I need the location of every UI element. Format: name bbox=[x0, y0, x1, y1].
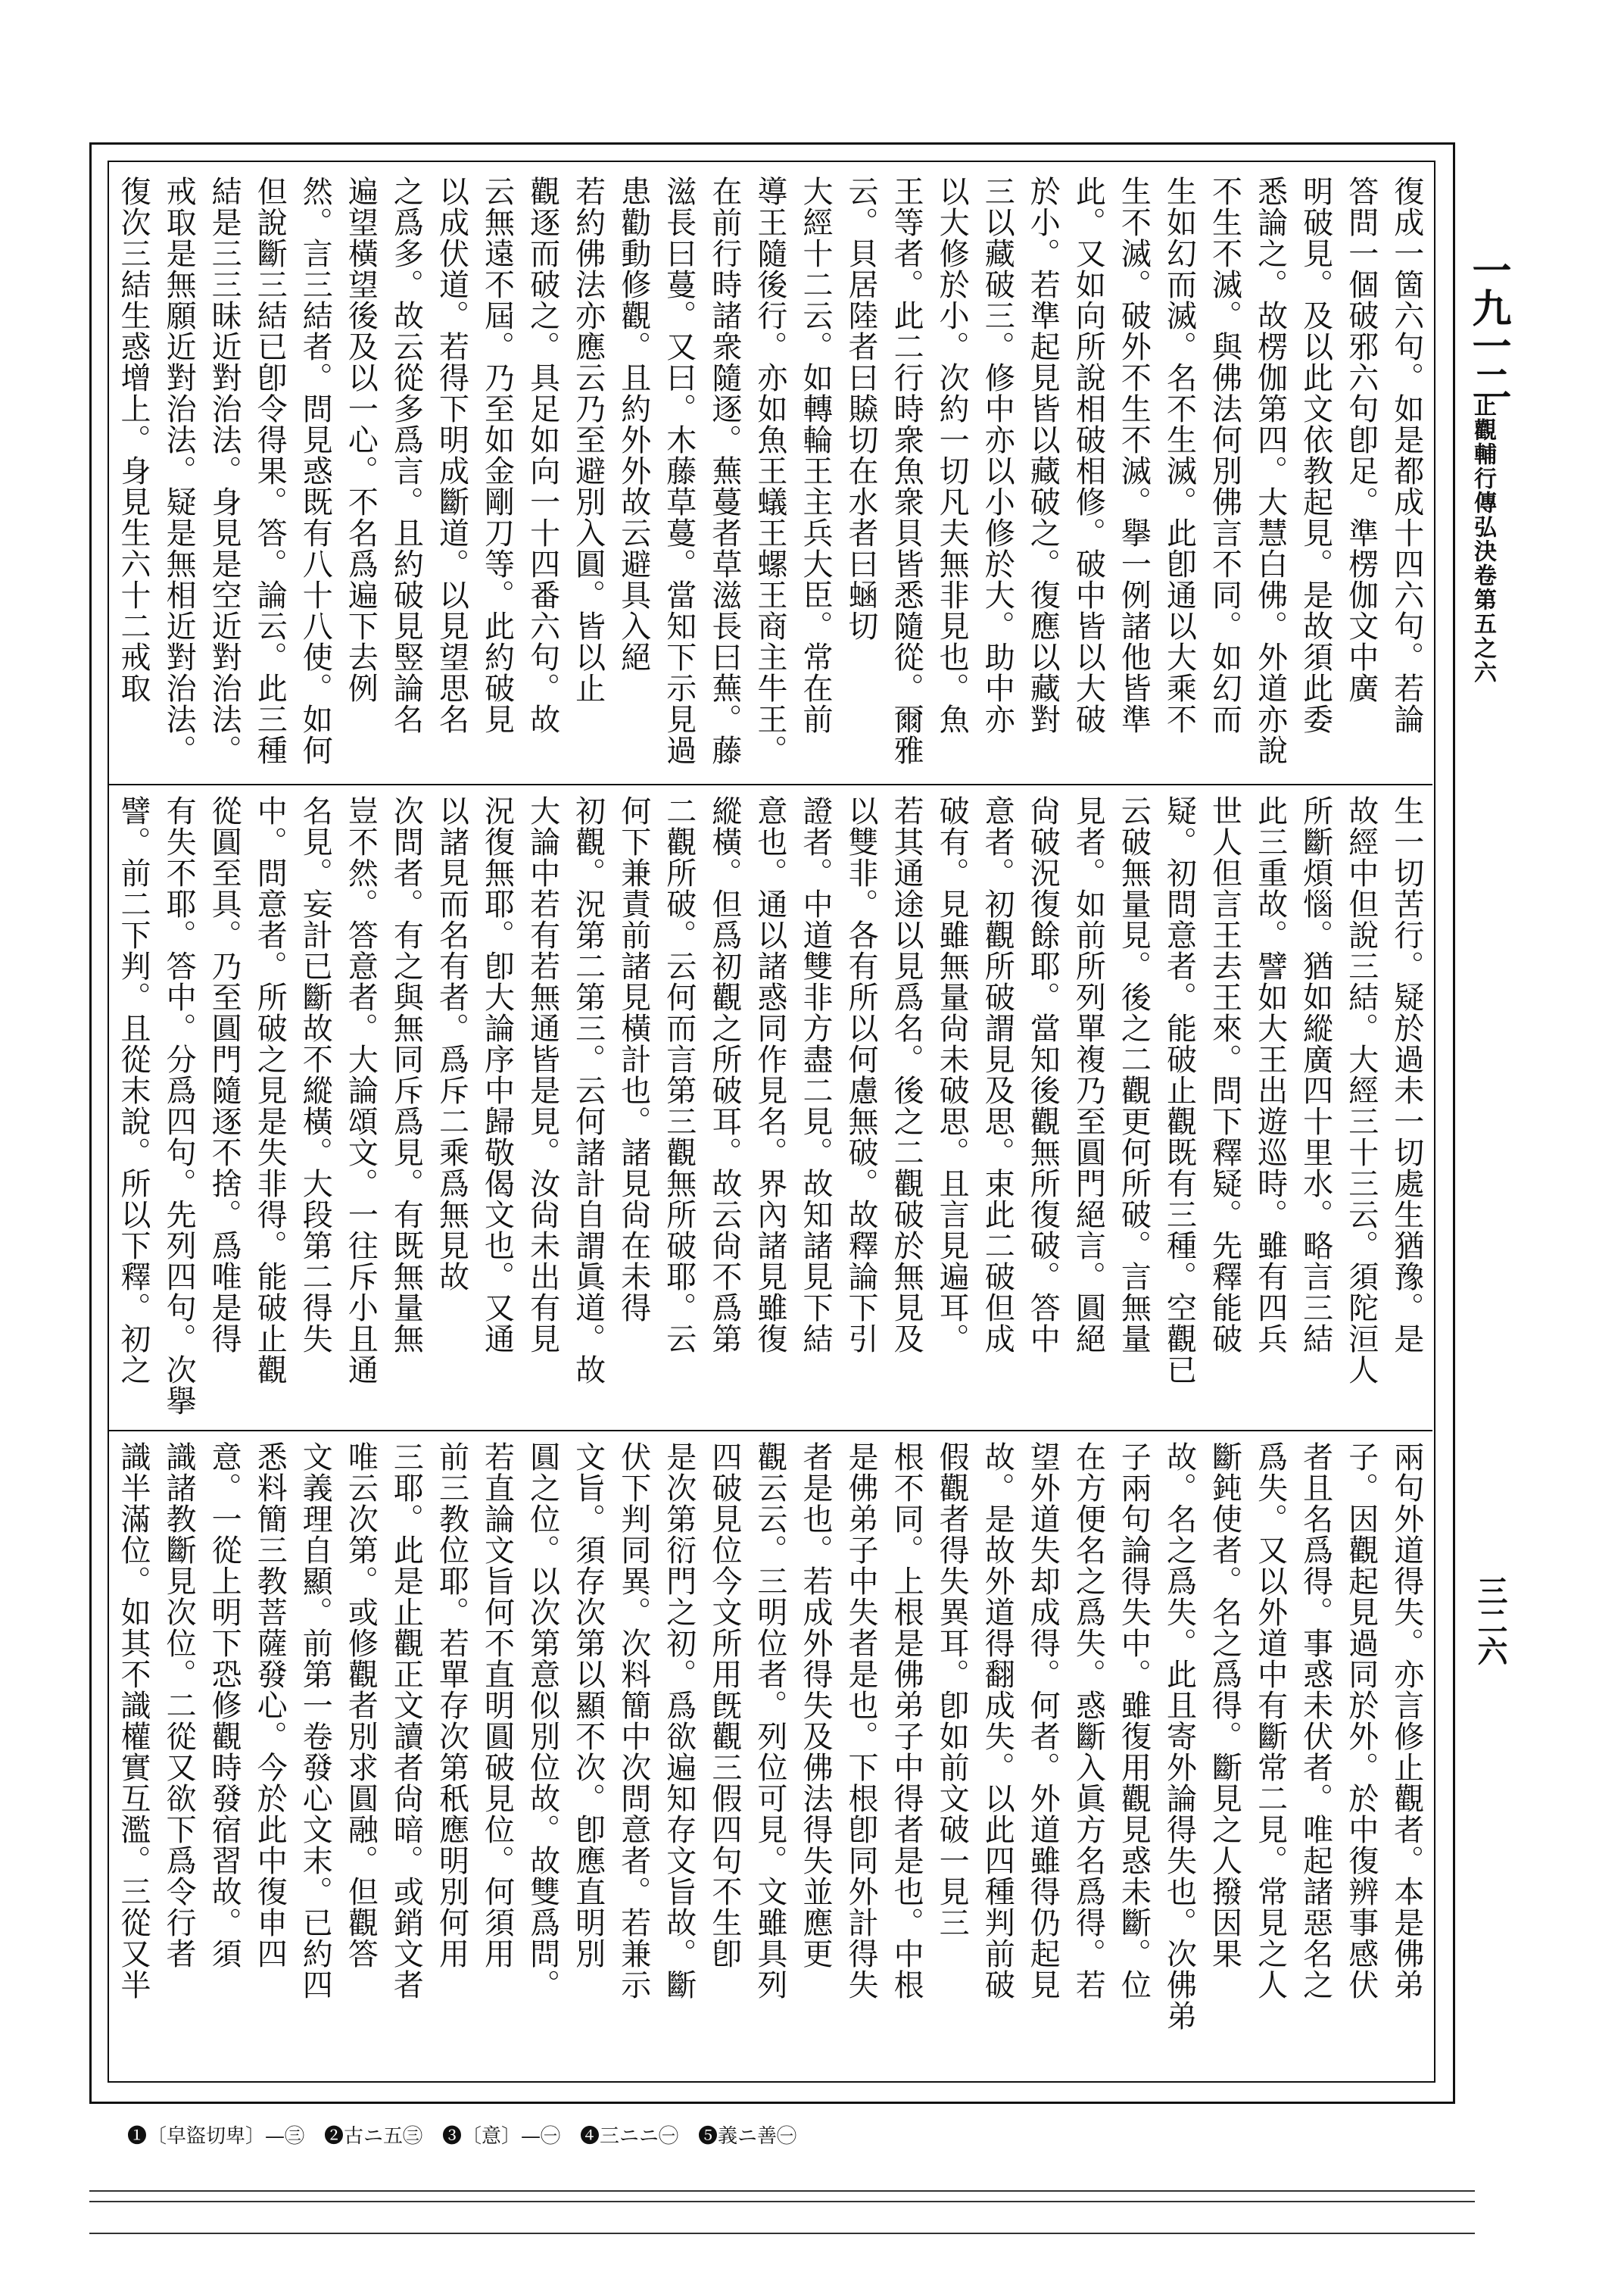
text-column: 世人但言王去王來。問下釋疑。先釋能破 bbox=[1207, 795, 1242, 1354]
text-column: 者且名爲得。事惑未伏者。唯起諸惡名之 bbox=[1298, 1441, 1333, 2000]
text-column: 大經十二云。如轉輪王主兵大臣。常在前 bbox=[797, 176, 833, 735]
page-number-side: 三二六 bbox=[1473, 1575, 1508, 1666]
text-column: 生如幻而滅。名不生滅。此卽通以大乘不 bbox=[1161, 176, 1197, 735]
text-column: 以諸見而名有者。爲斥二乘爲無見故 bbox=[434, 795, 469, 1292]
text-column: 有失不耶。答中。分爲四句。先列四句。次擧 bbox=[161, 795, 197, 1416]
text-column: 根不同。上根是佛弟子中得者是也。中根 bbox=[889, 1441, 924, 2000]
bottom-rule-1 bbox=[89, 2190, 1475, 2192]
text-column: 故。名之爲失。此且寄外論得失也。次佛弟 bbox=[1161, 1441, 1197, 2031]
text-column: 豈不然。答意者。大論頌文。一往斥小且通 bbox=[343, 795, 379, 1385]
text-column: 唯云次第。或修觀者別求圓融。但觀答 bbox=[343, 1441, 379, 1969]
text-column: 然。言三結者。問見惑既有八十八使。如何 bbox=[298, 176, 333, 766]
text-column: 爲失。又以外道中有斷常二見。常見之人 bbox=[1252, 1441, 1288, 2000]
text-column: 觀逐而破之。具足如向一十四番六句。故 bbox=[525, 176, 560, 735]
text-column: 以大修於小。次約一切凡夫無非見也。魚 bbox=[934, 176, 970, 735]
text-column: 尙破況復餘耶。當知後觀無所復破。答中 bbox=[1025, 795, 1061, 1354]
text-column: 望外道失却成得。何者。外道雖得仍起見 bbox=[1025, 1441, 1061, 2000]
text-column: 況復無耶。卽大論序中歸敬偈文也。又通 bbox=[479, 795, 515, 1354]
bottom-rule-3 bbox=[89, 2233, 1475, 2234]
text-column: 王等者。此二行時衆魚衆貝皆悉隨從。爾雅 bbox=[889, 176, 924, 766]
text-column: 伏下判同異。次料簡中次問意者。若兼示 bbox=[616, 1441, 651, 2000]
text-column: 遍望橫望後及以一心。不名爲遍下去例 bbox=[343, 176, 379, 704]
bottom-rule-2 bbox=[89, 2201, 1475, 2202]
text-column: 結是三三昧近對治法。身見是空近對治法。 bbox=[207, 176, 242, 766]
text-column: 答問一個破邪六句卽足。準楞伽文中廣 bbox=[1343, 176, 1379, 704]
text-column: 意也。通以諸惑同作見名。界內諸見雖復 bbox=[752, 795, 787, 1354]
text-column: 證者。中道雙非方盡二見。故知諸見下結 bbox=[797, 795, 833, 1354]
text-column: 子兩句論得失中。雖復用觀見惑未斷。位 bbox=[1116, 1441, 1152, 2000]
text-column: 假觀者得失異耳。卽如前文破一見三 bbox=[934, 1441, 970, 1938]
text-column: 子。因觀起見過同於外。於中復辨事感伏 bbox=[1343, 1441, 1379, 2000]
tier-divider-1 bbox=[108, 784, 1432, 785]
tier-divider-2 bbox=[108, 1430, 1432, 1431]
text-column: 三耶。此是止觀正文讀者尙暗。或銷文者 bbox=[388, 1441, 424, 2000]
text-column: 圓之位。以次第意似別位故。故雙爲問。 bbox=[525, 1441, 560, 2000]
text-column: 兩句外道得失。亦言修止觀者。本是佛弟 bbox=[1389, 1441, 1424, 2000]
text-column: 若直論文旨何不直明圓破見位。何須用 bbox=[479, 1441, 515, 1969]
text-column: 若約佛法亦應云乃至避別入圓。皆以止 bbox=[570, 176, 606, 704]
text-column: 是佛弟子中失者是也。下根卽同外計得失 bbox=[843, 1441, 878, 2000]
text-column: 斷鈍使者。名之爲得。斷見之人撥因果 bbox=[1207, 1441, 1242, 1969]
text-column: 意。一從上明下恐修觀時發宿習故。須 bbox=[207, 1441, 242, 1969]
text-column: 四破見位今文所用旣觀三假四句不生卽 bbox=[706, 1441, 742, 1969]
text-column: 疑。初問意者。能破止觀既有三種。空觀已 bbox=[1161, 795, 1197, 1385]
text-tier-upper bbox=[114, 176, 1426, 774]
text-column: 見者。如前所列單複乃至圓門絕言。圓絕 bbox=[1071, 795, 1106, 1354]
text-column: 所斷煩惱。猶如縱廣四十里水。略言三結 bbox=[1298, 795, 1333, 1354]
text-column: 觀云云。三明位者。列位可見。文雖具列 bbox=[752, 1441, 787, 2000]
text-column: 何下兼責前諸見橫計也。諸見尙在未得 bbox=[616, 795, 651, 1323]
text-tier-lower bbox=[114, 1441, 1426, 2066]
text-column: 識半滿位。如其不識權實互濫。三從又半 bbox=[116, 1441, 151, 2000]
text-column: 識諸教斷見次位。二從又欲下爲令行者 bbox=[161, 1441, 197, 1969]
text-column: 明破見。及以此文依教起見。是故須此委 bbox=[1298, 176, 1333, 735]
text-column: 文義理自顯。前第一卷發心文末。已約四 bbox=[298, 1441, 333, 2000]
text-column: 復成一箇六句。如是都成十四六句。若論 bbox=[1389, 176, 1424, 735]
text-column: 云破無量見。後之二觀更何所破。言無量 bbox=[1116, 795, 1152, 1354]
text-column: 破有。見雖無量尙未破思。且言見遍耳。 bbox=[934, 795, 970, 1354]
text-column: 在前行時諸衆隨逐。蕪蔓者草滋長曰蕪。藤 bbox=[706, 176, 742, 766]
text-column: 戒取是無願近對治法。疑是無相近對治法。 bbox=[161, 176, 197, 766]
text-column: 若其通途以見爲名。後之二觀破於無見及 bbox=[889, 795, 924, 1354]
text-column: 故。是故外道得翻成失。以此四種判前破 bbox=[980, 1441, 1015, 2000]
text-column: 復次三結生惑增上。身見生六十二戒取 bbox=[116, 176, 151, 704]
text-column: 意者。初觀所破謂見及思。束此二破但成 bbox=[980, 795, 1015, 1354]
text-column: 次問者。有之與無同斥爲見。有既無量無 bbox=[388, 795, 424, 1354]
text-tier-middle bbox=[114, 795, 1426, 1420]
text-column: 此三重故。譬如大王出遊巡時。雖有四兵 bbox=[1252, 795, 1288, 1354]
text-column: 悉料簡三教菩薩發心。今於此中復申四 bbox=[252, 1441, 288, 1969]
text-column: 悉論之。故楞伽第四。大慧白佛。外道亦說 bbox=[1252, 176, 1288, 766]
text-column: 之爲多。故云從多爲言。且約破見竪論名 bbox=[388, 176, 424, 735]
text-column: 於小。若準起見皆以藏破之。復應以藏對 bbox=[1025, 176, 1061, 735]
text-column: 文旨。須存次第以顯不次。卽應直明別 bbox=[570, 1441, 606, 1969]
text-column: 中。問意者。所破之見是失非得。能破止觀 bbox=[252, 795, 288, 1385]
text-column: 是次第衍門之初。爲欲遍知存文旨故。斷 bbox=[661, 1441, 697, 2000]
text-column: 云無遠不屆。乃至如金剛刀等。此約破見 bbox=[479, 176, 515, 735]
text-column: 導王隨後行。亦如魚王蟻王螺王商主牛王。 bbox=[752, 176, 787, 766]
text-column: 三以藏破三。修中亦以小修於大。助中亦 bbox=[980, 176, 1015, 735]
text-column: 從圓至具。乃至圓門隨逐不捨。爲唯是得 bbox=[207, 795, 242, 1354]
book-title: 止觀輔行傳弘決卷第五之六 bbox=[1470, 394, 1496, 685]
footnotes: ❶〔皁盜切卑〕—㊂ ❷古ニ五㊂ ❸〔意〕—㊀ ❹三ニニ㊀ ❺義ニ善㊀ bbox=[127, 2125, 797, 2148]
text-column: 譬。前二下判。且從末說。所以下釋。初之 bbox=[116, 795, 151, 1385]
text-column: 云。貝居陸者曰贆切在水者曰蜬切 bbox=[843, 176, 878, 641]
text-column: 大論中若有若無通皆是見。汝尙未出有見 bbox=[525, 795, 560, 1354]
text-column: 者是也。若成外得失及佛法得失並應更 bbox=[797, 1441, 833, 1969]
text-column: 故經中但說三結。大經三十三云。須陀洹人 bbox=[1343, 795, 1379, 1385]
text-column: 患勸動修觀。且約外外故云避具入絕 bbox=[616, 176, 651, 673]
text-column: 在方便名之爲失。惑斷入眞方名爲得。若 bbox=[1071, 1441, 1106, 2000]
text-column: 前三教位耶。若單存次第秖應明別何用 bbox=[434, 1441, 469, 1969]
text-column: 滋長曰蔓。又曰。木藤草蔓。當知下示見過 bbox=[661, 176, 697, 766]
text-column: 但說斷三結已卽令得果。答。論云。此三種 bbox=[252, 176, 288, 766]
text-column: 以雙非。各有所以何慮無破。故釋論下引 bbox=[843, 795, 878, 1354]
text-column: 名見。妄計已斷故不縱橫。大段第二得失 bbox=[298, 795, 333, 1354]
text-column: 生不滅。破外不生不滅。擧一例諸他皆準 bbox=[1116, 176, 1152, 735]
text-column: 以成伏道。若得下明成斷道。以見望思名 bbox=[434, 176, 469, 735]
text-column: 此。又如向所說相破相修。破中皆以大破 bbox=[1071, 176, 1106, 735]
text-column: 二觀所破。云何而言第三觀無所破耶。云 bbox=[661, 795, 697, 1354]
text-column: 縱橫。但爲初觀之所破耳。故云尙不爲第 bbox=[706, 795, 742, 1354]
text-column: 不生不滅。與佛法何別佛言不同。如幻而 bbox=[1207, 176, 1242, 735]
text-column: 初觀。況第二第三。云何諸計自謂眞道。故 bbox=[570, 795, 606, 1385]
text-column: 生一切苦行。疑於過未一切處生猶豫。是 bbox=[1389, 795, 1424, 1354]
page-number-top: 一九一二 bbox=[1465, 250, 1511, 401]
